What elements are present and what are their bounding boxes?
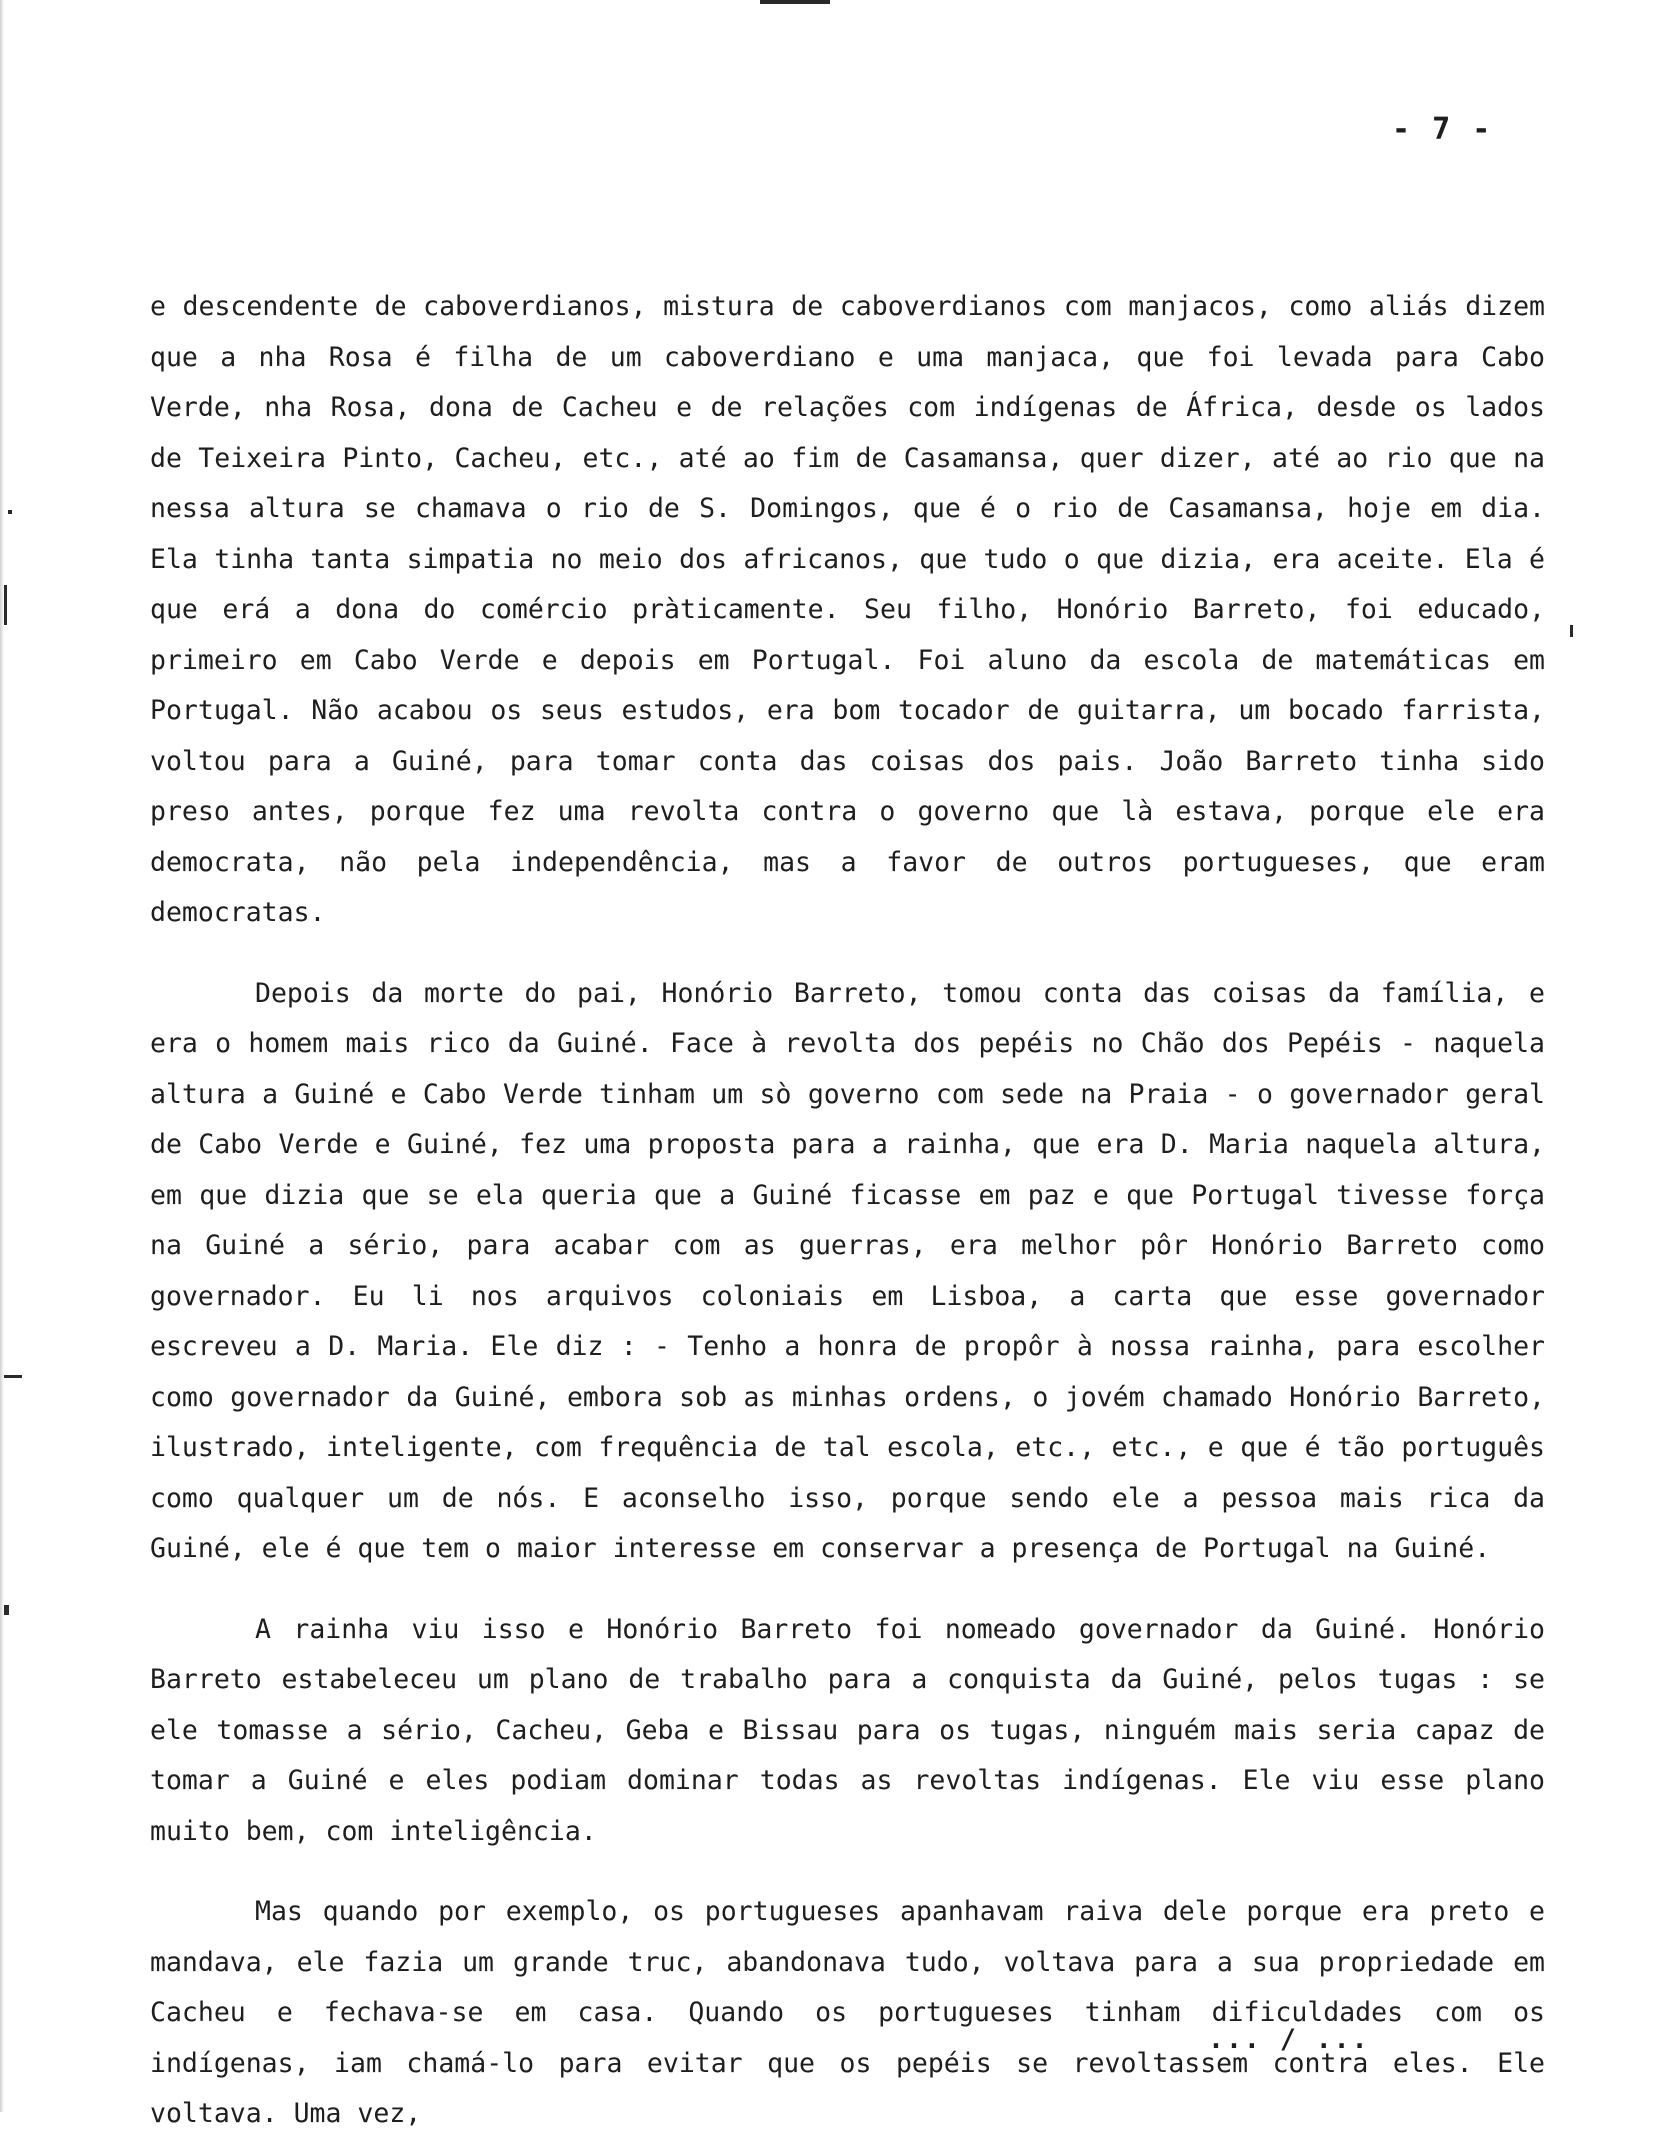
scan-speck [8, 510, 12, 514]
continuation-marker: ... / ... [1208, 2024, 1370, 2055]
scan-edge [0, 0, 4, 2112]
page-number: - 7 - [1392, 112, 1493, 147]
scan-speck [4, 1605, 9, 1615]
scan-speck [4, 1375, 22, 1378]
scan-speck [4, 585, 7, 625]
paragraph-3: A rainha viu isso e Honório Barreto foi nomeado governador da Guiné. Honório Barreto estabeleceu um plano de trabalho para a conquista da Guiné, pelos tugas : se ele tomasse a sério, Cacheu, Geba e Bissau para os tugas, ninguém mais seria capaz de tomar a Guiné e eles podiam dominar todas as revoltas indígenas. Ele viu esse plano muito bem, com inteligência. [150, 1613, 1545, 1847]
scan-speck [760, 0, 830, 4]
paragraph-2: Depois da morte do pai, Honório Barreto, tomou conta das coisas da família, e era o homem mais rico da Guiné. Face à revolta dos pepéis no Chão dos Pepéis - naquela altura a Guiné e Cabo Verde tinham um sò governo com sede na Praia - o governador geral de Cabo Verde e Guiné, fez uma proposta para a rainha, que era D. Maria naquela altura, em que dizia que se ela queria que a Guiné ficasse em paz e que Portugal tivesse força na Guiné a sério, para acabar com as guerras, era melhor pôr Honório Barreto como governador. Eu li nos arquivos coloniais em Lisboa, a carta que esse governador escreveu a D. Maria. Ele diz : - Tenho a honra de propôr à nossa rainha, para escolher como governador da Guiné, embora sob as minhas ordens, o jovém chamado Honório Barreto, ilustrado, inteligente, com frequência de tal escola, etc., etc., e que é tão português como qualquer um de nós. E aconselho isso, porque sendo ele a pessoa mais rica da Guiné, ele é que tem o maior interesse em conservar a presença de Portugal na Guiné. [150, 977, 1545, 1564]
body-text [150, 282, 1545, 2140]
scan-speck [1570, 625, 1573, 637]
paragraph-1: e descendente de caboverdianos, mistura de caboverdianos com manjacos, como aliás dizem que a nha Rosa é filha de um caboverdiano e uma manjaca, que foi levada para Cabo Verde, nha Rosa, dona de Cacheu e de relações com indígenas de África, desde os lados de Teixeira Pinto, Cacheu, etc., até ao fim de Casamansa, quer dizer, até ao rio que na nessa altura se chamava o rio de S. Domingos, que é o rio de Casamansa, hoje em dia. Ela tinha tanta simpatia no meio dos africanos, que tudo o que dizia, era aceite. Ela é que erá a dona do comércio pràticamente. Seu filho, Honório Barreto, foi educado, primeiro em Cabo Verde e depois em Portugal. Foi aluno da escola de matemáticas em Portugal. Não acabou os seus estudos, era bom tocador de guitarra, um bocado farrista, voltou para a Guiné, para tomar conta das coisas dos pais. João Barreto tinha sido preso antes, porque fez uma revolta contra o governo que là estava, porque ele era democrata, não pela independência, mas a favor de outros portugueses, que eram democratas. [150, 291, 1545, 928]
paragraph-4: Mas quando por exemplo, os portugueses apanhavam raiva dele porque era preto e mandava, ele fazia um grande truc, abandonava tudo, voltava para a sua propriedade em Cacheu e fechava-se em casa. Quando os portugueses tinham dificuldades com os indígenas, iam chamá-lo para evitar que os pepéis se revoltassem contra eles. Ele voltava. Uma vez, [150, 1896, 1545, 2129]
